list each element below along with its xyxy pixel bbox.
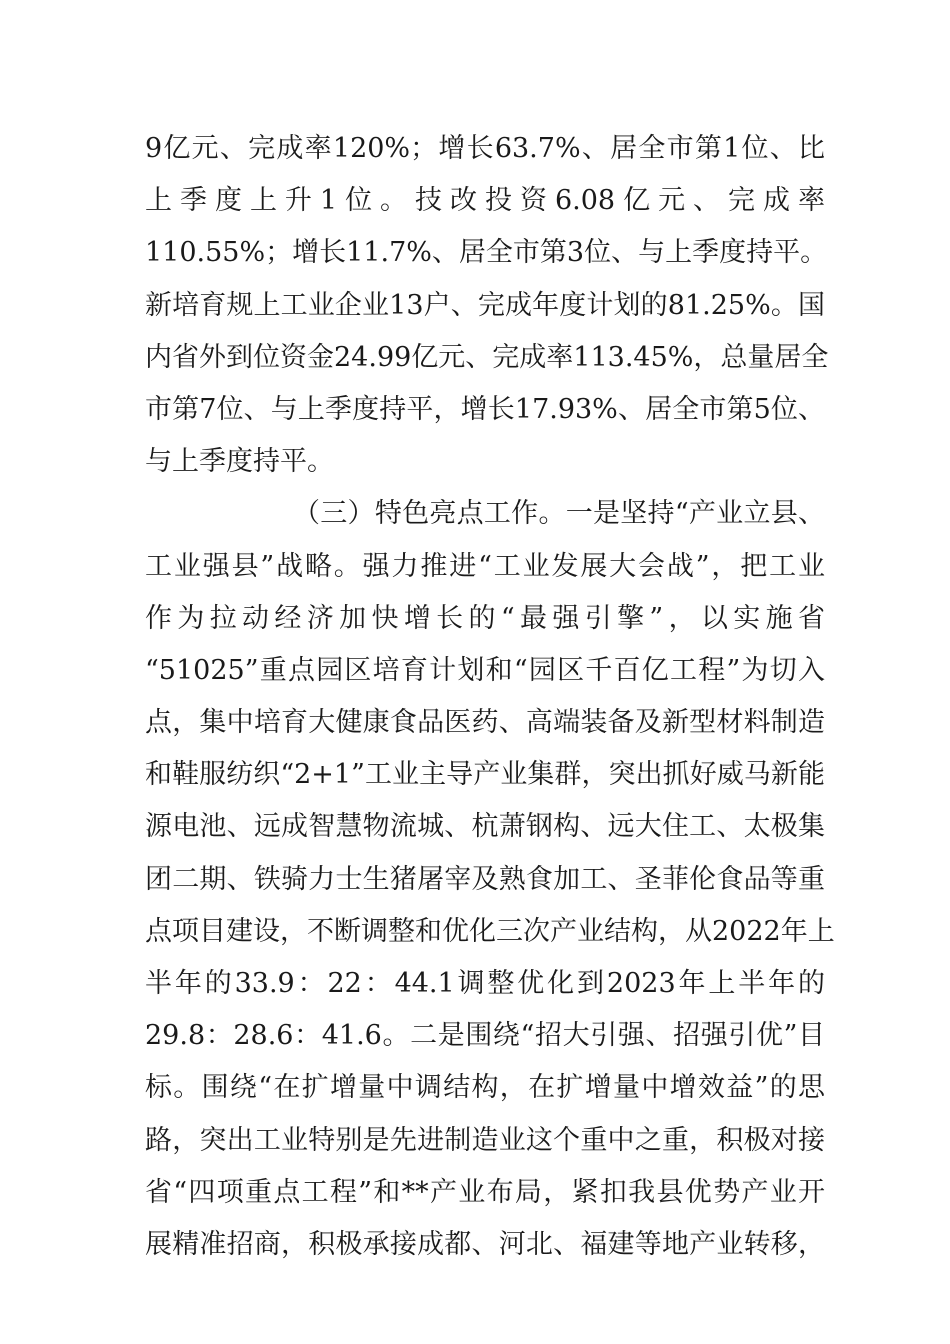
text-line: 110.55%；增长11.7%、居全市第3位、与上季度持平。 bbox=[145, 237, 828, 269]
text-line: 和鞋服纺织“2+1”工业主导产业集群，突出抓好威马新能 bbox=[145, 759, 825, 791]
text-line: 工业强县”战略。强力推进“工业发展大会战”，把工业 bbox=[145, 550, 825, 582]
text-line: 上季度上升1位。技改投资6.08亿元、完成率 bbox=[145, 185, 825, 217]
text-line: 点，集中培育大健康食品医药、高端装备及新型材料制造 bbox=[145, 707, 825, 739]
text-line: 展精准招商，积极承接成都、河北、福建等地产业转移， bbox=[145, 1228, 825, 1260]
text-line: 标。围绕“在扩增量中调结构，在扩增量中增效益”的思 bbox=[145, 1072, 825, 1104]
text-line: 点项目建设，不断调整和优化三次产业结构，从2022年上 bbox=[145, 915, 835, 947]
text-line: “51025”重点园区培育计划和“园区千百亿工程”为切入 bbox=[145, 654, 825, 686]
text-line: 内省外到位资金24.99亿元、完成率113.45%，总量居全 bbox=[145, 341, 829, 373]
text-line: 29.8：28.6：41.6。二是围绕“招大引强、招强引优”目 bbox=[145, 1020, 825, 1052]
text-line: 团二期、铁骑力士生猪屠宰及熟食加工、圣菲伦食品等重 bbox=[145, 863, 825, 895]
text-line: 市第7位、与上季度持平，增长17.93%、居全市第5位、 bbox=[145, 393, 825, 425]
text-line: 半年的33.9：22：44.1调整优化到2023年上半年的 bbox=[145, 968, 825, 999]
section-heading-line: （三）特色亮点工作。一是坚持“产业立县、 bbox=[293, 498, 825, 530]
text-line: 省“四项重点工程”和**产业布局，紧扣我县优势产业开 bbox=[145, 1176, 825, 1208]
text-line: 新培育规上工业企业13户、完成年度计划的81.25%。国 bbox=[145, 289, 825, 321]
text-line: 9亿元、完成率120%；增长63.7%、居全市第1位、比 bbox=[145, 133, 825, 164]
body-text bbox=[145, 123, 835, 1271]
text-line: 作为拉动经济加快增长的“最强引擎”，以实施省 bbox=[145, 602, 825, 634]
text-line: 路，突出工业特别是先进制造业这个重中之重，积极对接 bbox=[145, 1124, 825, 1156]
text-line: 与上季度持平。 bbox=[145, 446, 334, 478]
text-line: 源电池、远成智慧物流城、杭萧钢构、远大住工、太极集 bbox=[145, 811, 825, 843]
